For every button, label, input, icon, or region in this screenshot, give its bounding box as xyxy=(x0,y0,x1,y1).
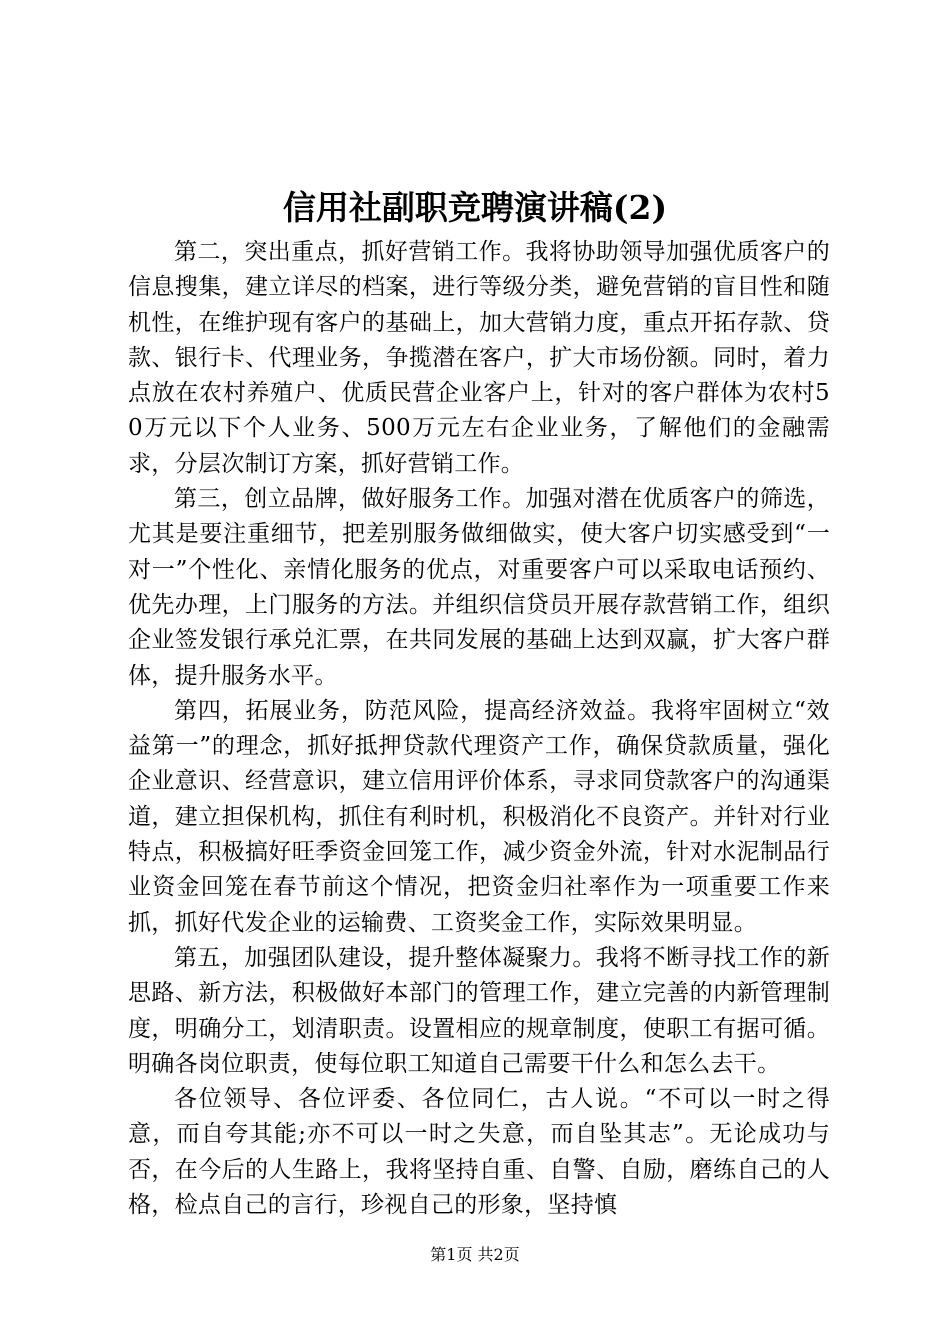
document-title: 信用社副职竞聘演讲稿(2) xyxy=(282,188,668,227)
paragraph: 第三，创立品牌，做好服务工作。加强对潜在优质客户的筛选，尤其是要注重细节，把差别服务做细做实，使大客户切实感受到“一对一”个性化、亲情化服务的优点，对重要客户可以采取电话预约、优先办理，上门服务的方法。并组织信贷员开展存款营销工作，组织企业签发银行承兑汇票，在共同发展的基础上达到双赢，扩大客户群体，提升服务水平。 xyxy=(128,486,830,689)
paragraph: 第五，加强团队建设，提升整体凝聚力。我将不断寻找工作的新思路、新方法，积极做好本部门的管理工作，建立完善的内新管理制度，明确分工，划清职责。设置相应的规章制度，使职工有据可循。明确各岗位职责，使每位职工知道自己需要干什么和怎么去干。 xyxy=(128,944,830,1077)
document-body xyxy=(128,235,830,1223)
paragraph: 第四，拓展业务，防范风险，提高经济效益。我将牢固树立“效益第一”的理念，抓好抵押贷款代理资产工作，确保贷款质量，强化企业意识、经营意识，建立信用评价体系，寻求同贷款客户的沟通渠道，建立担保机构，抓住有利时机，积极消化不良资产。并针对行业特点，积极搞好旺季资金回笼工作，减少资金外流，针对水泥制品行业资金回笼在春节前这个情况，把资金归社率作为一项重要工作来抓，抓好代发企业的运输费、工资奖金工作，实际效果明显。 xyxy=(128,697,830,936)
paragraph: 各位领导、各位评委、各位同仁，古人说。“不可以一时之得意，而自夸其能;亦不可以一时之失意，而自坠其志”。无论成功与否，在今后的人生路上，我将坚持自重、自警、自励，磨练自己的人格，检点自己的言行，珍视自己的形象，坚持慎 xyxy=(128,1086,830,1219)
page-footer: 第1页 共2页 xyxy=(430,1245,520,1264)
paragraph: 第二，突出重点，抓好营销工作。我将协助领导加强优质客户的信息搜集，建立详尽的档案，进行等级分类，避免营销的盲目性和随机性，在维护现有客户的基础上，加大营销力度，重点开拓存款、贷款、银行卡、代理业务，争揽潜在客户，扩大市场份额。同时，着力点放在农村养殖户、优质民营企业客户上，针对的客户群体为农村50万元以下个人业务、500万元左右企业业务，了解他们的金融需求，分层次制订方案，抓好营销工作。 xyxy=(128,239,830,477)
